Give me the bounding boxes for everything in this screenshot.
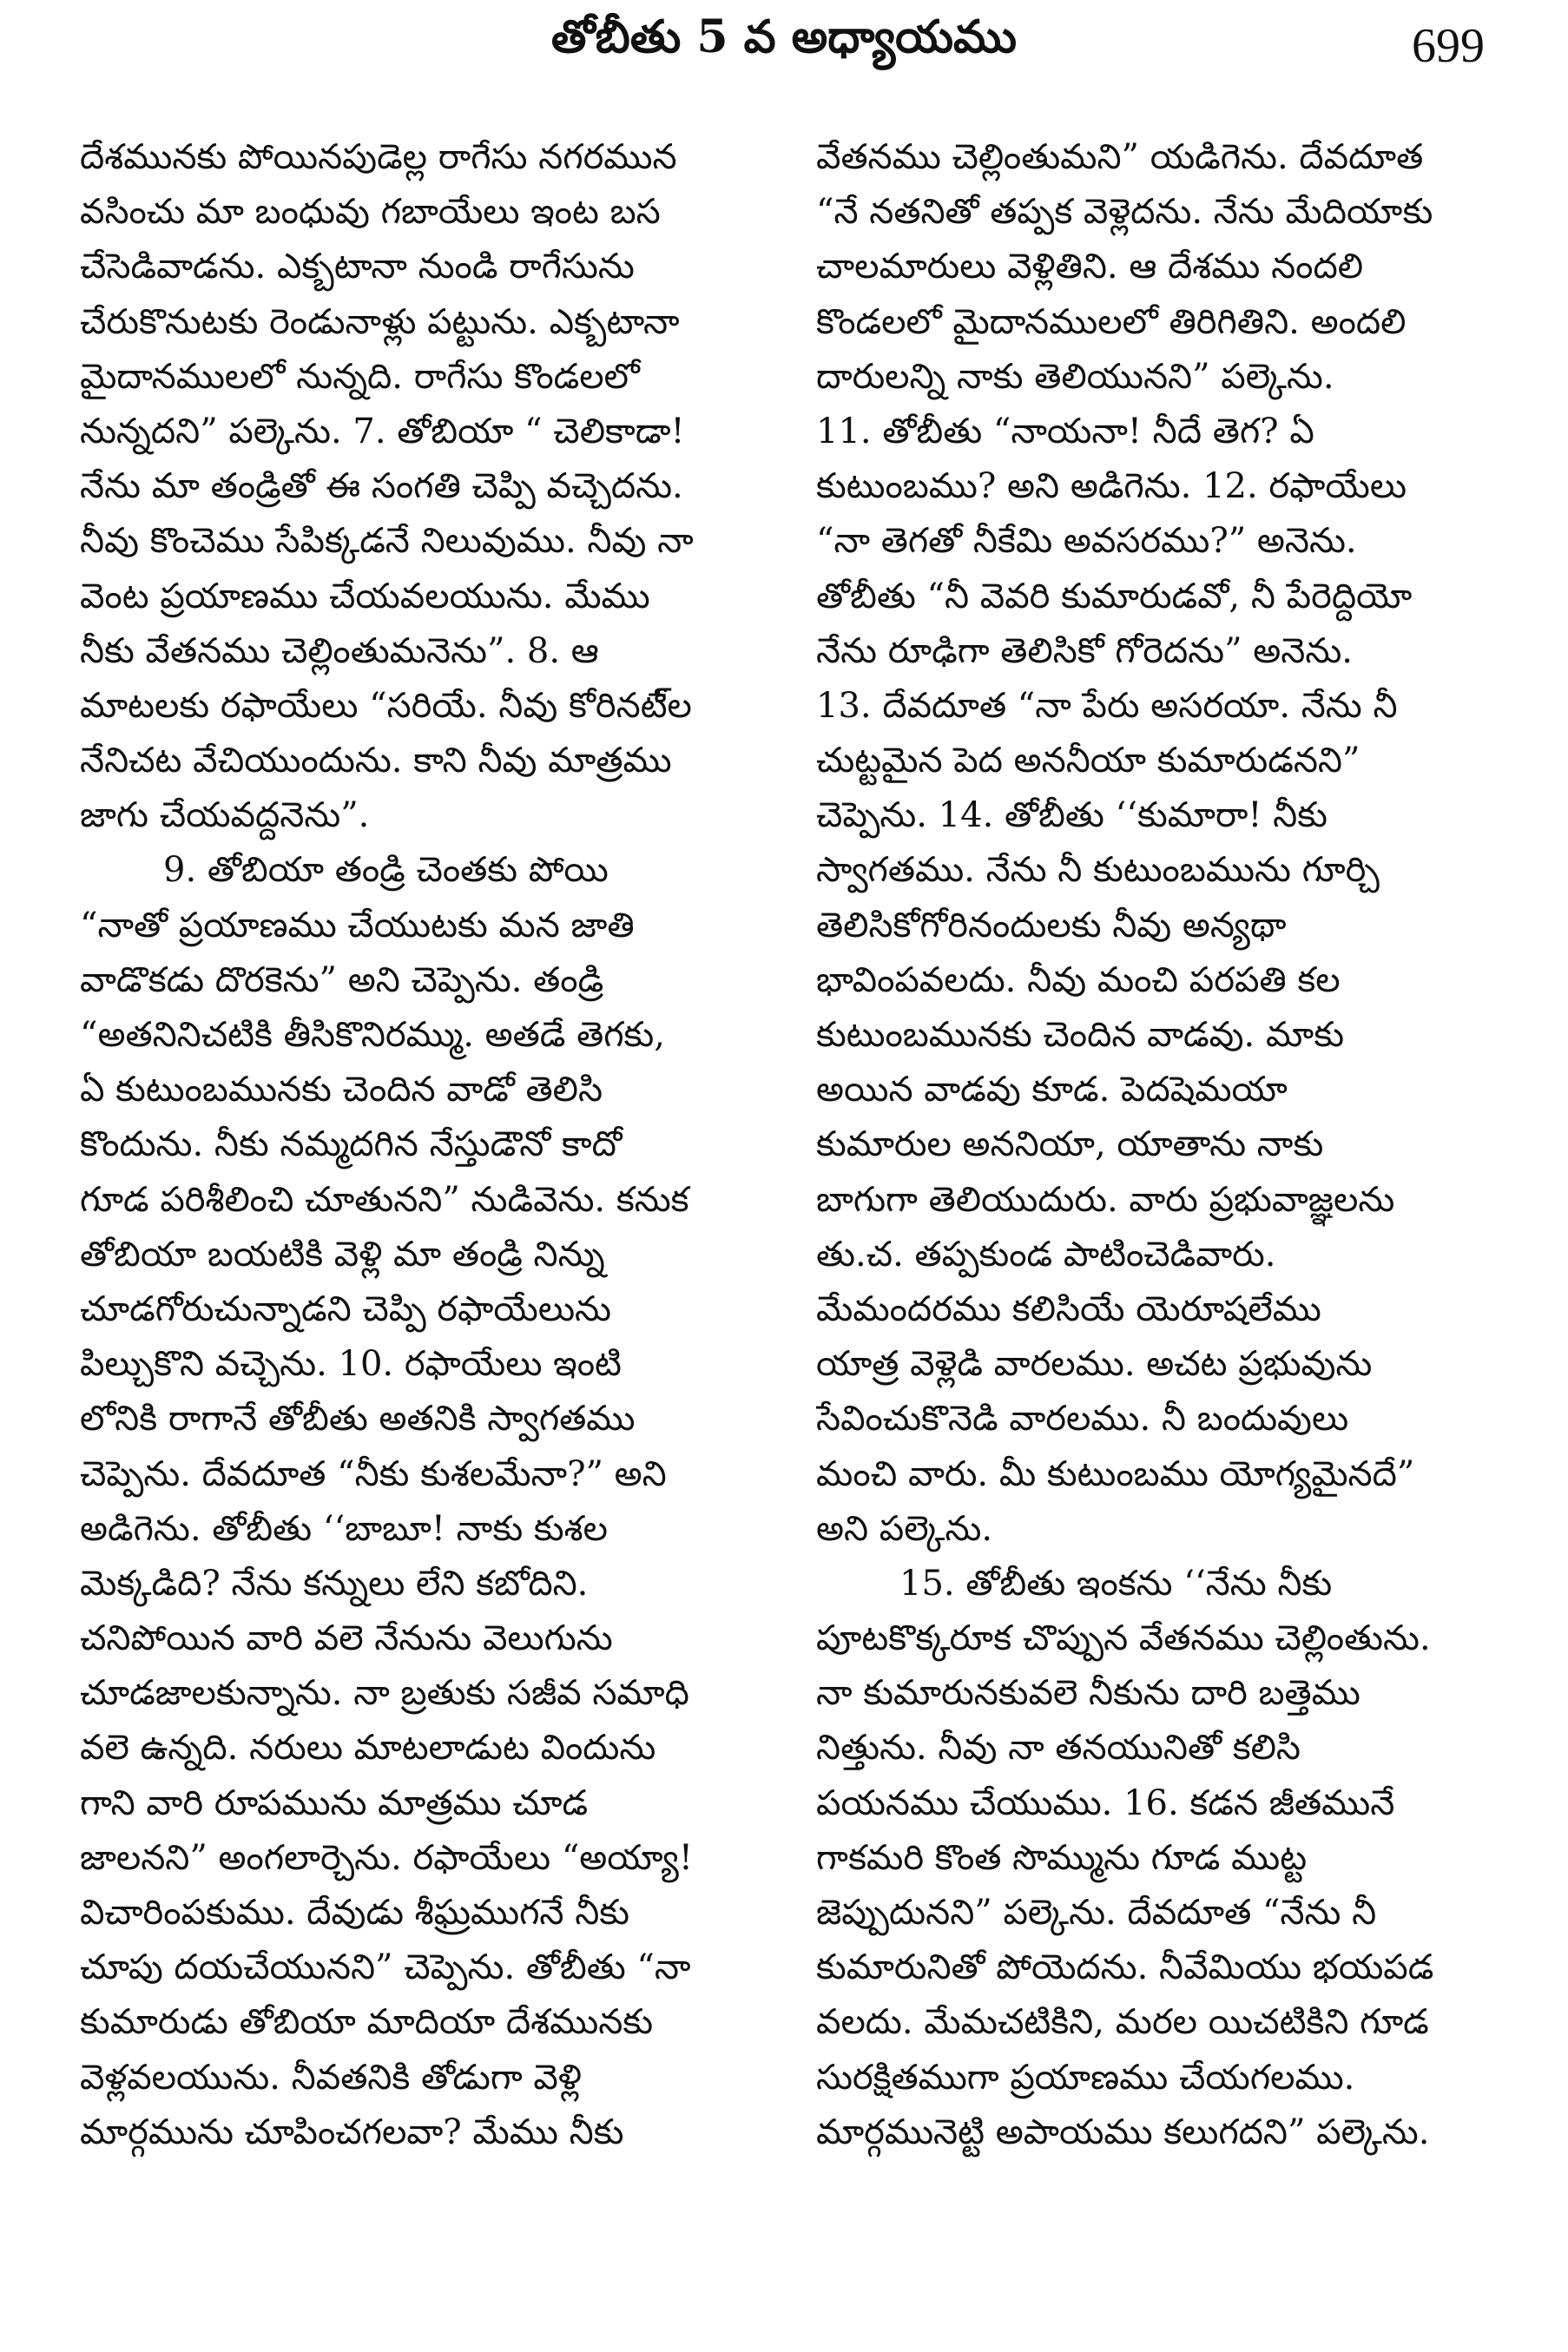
text-line: వేతనము చెల్లింతుమని” యడిగెను. దేవదూత (816, 137, 1424, 177)
text-line: నిత్తును. నీవు నా తనయునితో కలిసి (816, 1728, 1301, 1769)
text-line: కొండలలో మైదానములలో తిరిగితిని. అందలి (816, 301, 1407, 342)
text-line: గూడ పరిశీలించి చూతునని” నుడివెను. కనుక (80, 1179, 689, 1220)
text-line: గాకమరి కొంత సొమ్మును గూడ ముట్ట (816, 1837, 1308, 1878)
text-line: మైదానములలో నున్నది. రాగేసు కొండలలో (80, 356, 640, 397)
text-line: నీవు కొంచెము సేపిక్కడనే నిలువుము. నీవు నా (80, 521, 694, 562)
text-line: విచారింపకుము. దేవుడు శీఘ్రముగనే నీకు (80, 1893, 630, 1933)
text-line: చూడజాలకున్నాను. నా బ్రతుకు సజీవ సమాధి (80, 1673, 689, 1714)
text-line: మాటలకు రఫాయేలు “సరియే. నీవు కోరినటే్ల (80, 685, 692, 726)
text-line: అని పల్కెను. (816, 1508, 993, 1549)
text-line: పిల్చుకొని వచ్చెను. 10. రఫాయేలు ఇంటి (80, 1344, 622, 1385)
text-line: 11. తోబీతు “నాయనా! నీదే తెగ? ఏ (816, 411, 1314, 451)
text-line: చనిపోయిన వారి వలె నేనును వెలుగును (80, 1618, 613, 1659)
text-line: నా కుమారునకువలె నీకును దారి బత్తెము (816, 1673, 1360, 1714)
text-line: తోబీతు “నీ వెవరి కుమారుడవో, నీ పేరెద్దియో (816, 576, 1413, 616)
text-line: వలదు. మేమచటికిని, మరల యిచటికిని గూడ (816, 2002, 1429, 2043)
text-line: ఏ కుటుంబమునకు చెందిన వాడో తెలిసి (80, 1070, 603, 1110)
text-line: “నే నతనితో తప్పక వెళ్లెదను. నేను మేదియాకు (816, 192, 1433, 233)
text-line: “నా తెగతో నీకేమి అవసరము?” అనెను. (816, 521, 1357, 562)
text-line: వెంట ప్రయాణము చేయవలయును. మేము (80, 576, 650, 616)
text-line: యాత్ర వెళ్లెడి వారలము. అచట ప్రభువును (816, 1344, 1373, 1385)
text-line: మార్గమును చూపించగలవా? మేము నీకు (80, 2112, 624, 2152)
text-line: తు.చ. తప్పకుండ పాటించెడివారు. (816, 1234, 1276, 1275)
text-line: సురక్షితముగా ప్రయాణము చేయగలము. (816, 2057, 1355, 2098)
text-line: చూడగోరుచున్నాడని చెప్పి రఫాయేలును (80, 1288, 611, 1329)
text-line: నేను రూఢిగా తెలిసికో గోరెదను” అనెను. (816, 630, 1354, 671)
text-line: కుటుంబమునకు చెందిన వాడవు. మాకు (816, 1015, 1345, 1055)
text-line: జాగు చేయవద్దనెను”. (80, 795, 370, 836)
text-line: కుమారుడు తోబియా మాదియా దేశమునకు (80, 2002, 654, 2043)
text-line: మేమందరము కలిసియే యెరూషలేము (816, 1288, 1321, 1329)
text-line: కుమారునితో పోయెదను. నీవేమియు భయపడ (816, 1947, 1434, 1988)
paragraph-start-line: 15. తోబీతు ఇంకను ‘‘నేను నీకు (899, 1563, 1333, 1604)
chapter-title: తోబీతు 5 వ అధ్యాయము (550, 10, 1018, 63)
text-line: చుట్టమైన పెద అననీయా కుమారుడనని” (816, 741, 1360, 781)
text-line: మంచి వారు. మీ కుటుంబము యోగ్యమైనదే” (816, 1453, 1415, 1494)
text-line: నీకు వేతనము చెల్లింతుమనెను”. 8. ఆ (80, 630, 599, 671)
text-line: కుమారుల అననియా, యాతాను నాకు (816, 1124, 1324, 1165)
text-line: బాగుగా తెలియుదురు. వారు ప్రభువాజ్ఞలను (816, 1179, 1395, 1220)
running-header (0, 0, 1568, 104)
text-line: కొందును. నీకు నమ్మదగిన నేస్తుడౌనో కాదో (80, 1124, 623, 1165)
text-line: వెళ్లవలయును. నీవతనికి తోడుగా వెళ్లి (80, 2057, 582, 2098)
right-text-column (816, 130, 1502, 2318)
text-line: కుటుంబము? అని అడిగెను. 12. రఫాయేలు (816, 466, 1407, 507)
text-line: నేను మా తండ్రితో ఈ సంగతి చెప్పి వచ్చెదను. (80, 466, 683, 507)
page-number: 699 (1412, 19, 1485, 73)
text-line: 13. దేవదూత “నా పేరు అసరయా. నేను నీ (816, 685, 1398, 726)
text-line: చాలమారులు వెళ్లితిని. ఆ దేశము నందలి (816, 247, 1364, 287)
text-line: చెప్పెను. దేవదూత “నీకు కుశలమేనా?” అని (80, 1453, 667, 1494)
text-line: వసించు మా బంధువు గబాయేలు ఇంట బస (80, 192, 661, 233)
text-line: గాని వారి రూపమును మాత్రము చూడ (80, 1782, 589, 1823)
text-line: స్వాగతము. నేను నీ కుటుంబమును గూర్చి (816, 850, 1380, 891)
text-line: దేశమునకు పోయినపుడెల్ల రాగేసు నగరమున (80, 137, 677, 177)
left-text-column (80, 130, 766, 2318)
text-line: మార్గమునెట్టి అపాయము కలుగదని” పల్కెను. (816, 2112, 1430, 2152)
text-line: పూటకొక్కరూక చొప్పున వేతనము చెల్లింతును. (816, 1618, 1431, 1659)
text-line: భావింపవలదు. నీవు మంచి పరపతి కల (816, 959, 1341, 1000)
text-line: చేరుకొనుటకు రెండునాళ్లు పట్టును. ఎక్బటానా (80, 301, 680, 342)
text-line: జెప్పుదునని” పల్కెను. దేవదూత “నేను నీ (816, 1893, 1377, 1933)
text-line: చూపు దయచేయునని” చెప్పెను. తోబీతు “నా (80, 1947, 691, 1988)
text-line: చెప్పెను. 14. తోబీతు ‘‘కుమారా! నీకు (816, 795, 1328, 836)
text-line: జాలనని” అంగలార్చెను. రఫాయేలు “అయ్యా! (80, 1837, 693, 1878)
text-line: లోనికి రాగానే తోబీతు అతనికి స్వాగతము (80, 1399, 636, 1440)
text-line: సేవించుకొనెడి వారలము. నీ బందువులు (816, 1399, 1349, 1440)
text-line: “నాతో ప్రయాణము చేయుటకు మన జాతి (80, 905, 635, 945)
text-line: వలె ఉన్నది. నరులు మాటలాడుట విందును (80, 1728, 656, 1769)
text-line: తెలిసికోగోరినందులకు నీవు అన్యథా (816, 905, 1287, 945)
text-line: దారులన్ని నాకు తెలియునని” పల్కెను. (816, 356, 1334, 397)
text-line: అయిన వాడవు కూడ. పెదషెమయా (816, 1070, 1288, 1110)
text-line: పయనము చేయుము. 16. కడన జీతమునే (816, 1782, 1395, 1823)
text-line: నేనిచట వేచియుందును. కాని నీవు మాత్రము (80, 741, 672, 781)
text-line: తోబియా బయటికి వెళ్లి మా తండ్రి నిన్ను (80, 1234, 605, 1275)
text-line: చేసెడివాడను. ఎక్బటానా నుండి రాగేసును (80, 247, 635, 287)
text-line: నున్నదని” పల్కెను. 7. తోబియా “ చెలికాడా! (80, 411, 685, 451)
text-line: వాడొకడు దొరకెను” అని చెప్పెను. తండ్రి (80, 959, 604, 1000)
text-line: అడిగెను. తోబీతు ‘‘బాబూ! నాకు కుశల (80, 1508, 608, 1549)
text-line: మెక్కడిది? నేను కన్నులు లేని కబోదిని. (80, 1563, 589, 1604)
paragraph-start-line: 9. తోబియా తండ్రి చెంతకు పోయి (163, 850, 609, 891)
text-line: “అతనినిచటికి తీసికొనిరమ్ము. అతడే తెగకు, (80, 1015, 665, 1055)
